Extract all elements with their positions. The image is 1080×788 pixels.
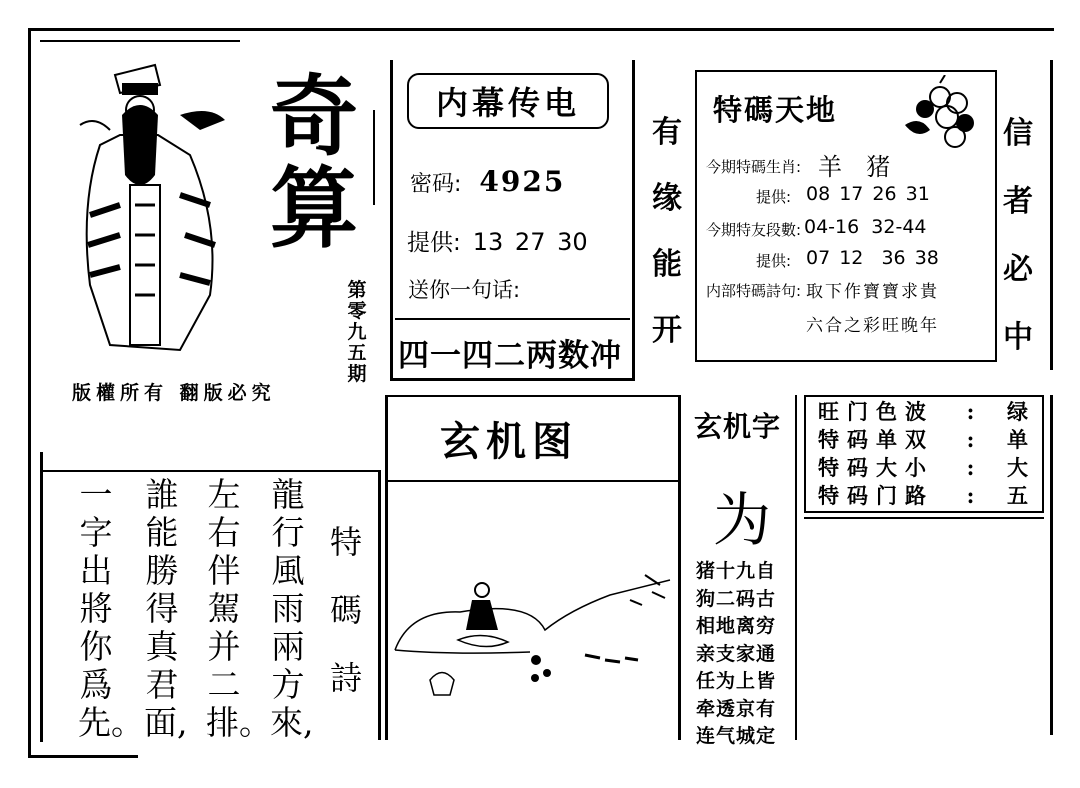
poem-column-2: 左右伴駕并二排。 <box>206 475 272 742</box>
summary-label: 旺门色波 <box>818 399 934 424</box>
mystery-word-right-border <box>795 395 797 740</box>
password-value: 4925 <box>479 165 566 198</box>
summary-value: 大 <box>1006 455 1028 480</box>
mystery-word-row: 牵透京有 <box>696 697 777 720</box>
poem-column-4: 一字出將你爲先。 <box>78 475 144 742</box>
mystery-word-row: 连气城定 <box>696 725 777 747</box>
special-world-title: 特碼天地 <box>713 93 838 127</box>
news-title-box <box>407 73 609 129</box>
summary-row-route <box>818 482 1028 510</box>
mystery-word-grid <box>696 558 791 751</box>
slogan-left: 有缘能开 <box>652 115 682 348</box>
mystery-word-row: 任为上皆 <box>696 670 777 692</box>
grape-fruit-icon <box>895 75 985 155</box>
summary-colon: : <box>966 427 975 452</box>
zodiac-provide-label: 提供: <box>756 188 792 206</box>
picture-title-divider <box>385 480 680 482</box>
segment-provide-values: 07 12 36 38 <box>806 247 939 269</box>
summary-colon: : <box>966 455 975 480</box>
poem-label: 内部特碼詩句: <box>706 282 802 300</box>
title-side-line <box>373 110 375 205</box>
frame-left <box>28 28 31 758</box>
title-vertical <box>270 64 359 260</box>
mystery-word-row: 相地离穷 <box>696 615 777 637</box>
poem-top-border <box>40 470 380 472</box>
frame-bottom-left <box>28 755 138 758</box>
password-label: 密码: <box>410 172 462 197</box>
saying-divider <box>395 318 630 320</box>
mystery-picture-illustration <box>390 560 675 710</box>
password-row <box>410 165 565 198</box>
summary-row-size <box>818 454 1028 482</box>
news-title: 内幕传电 <box>435 84 580 122</box>
deity-figure-illustration <box>60 55 235 365</box>
frame-right-upper <box>1050 60 1053 370</box>
segment-provide-label: 提供: <box>756 252 792 270</box>
summary-colon: : <box>966 399 975 424</box>
picture-top-border <box>385 395 680 397</box>
picture-left-border <box>385 395 388 740</box>
segment-value: 04-16 32-44 <box>804 216 927 238</box>
poem-line-1: 取下作寶寶求貴 <box>806 282 939 302</box>
mystery-picture-title: 玄机图 <box>440 418 578 465</box>
poem-column-1: 龍行風雨兩方來, <box>270 475 314 742</box>
news-right-border <box>632 60 635 380</box>
mystery-word-row: 猪十九自 <box>696 560 777 582</box>
mystery-word-title: 玄机字 <box>694 410 782 443</box>
slogan-right: 信者必中 <box>1003 116 1033 355</box>
news-left-border <box>390 60 393 380</box>
poem-column-3: 誰能勝得真君面, <box>144 475 188 742</box>
mystery-word-char: 为 <box>713 486 772 554</box>
special-poem-title: 特碼詩 <box>329 523 362 697</box>
segment-label: 今期特友段數: <box>706 221 802 239</box>
copyright-notice: 版權所有 翻版必究 <box>72 382 276 404</box>
saying-label: 送你一句话: <box>408 278 521 302</box>
mystery-word-row: 亲支家通 <box>696 642 777 665</box>
poem-right-border <box>378 470 381 740</box>
zodiac-provide-values: 08 17 26 31 <box>806 183 930 205</box>
title-char-2: 算 <box>270 156 359 260</box>
saying-value: 四一四二两数冲 <box>398 338 622 374</box>
picture-right-border <box>678 395 681 740</box>
summary-list <box>818 398 1028 510</box>
provide-label: 提供: <box>407 230 461 256</box>
summary-row-odd-even <box>818 426 1028 454</box>
summary-value: 绿 <box>1006 399 1028 424</box>
summary-value: 五 <box>1006 483 1028 508</box>
provide-values: 13 27 30 <box>472 228 588 256</box>
frame-top <box>28 28 1054 31</box>
issue-number: 第零九五期 <box>347 279 367 385</box>
zodiac-label: 今期特碼生肖: <box>706 158 802 176</box>
poem-left-border <box>40 452 43 742</box>
summary-label: 特码门路 <box>818 483 934 508</box>
summary-label: 特码单双 <box>818 427 934 452</box>
summary-value: 单 <box>1006 427 1028 452</box>
summary-colon: : <box>966 483 975 508</box>
mystery-word-row: 狗二码古 <box>696 587 777 610</box>
frame-right-lower <box>1050 395 1053 735</box>
summary-label: 特码大小 <box>818 455 934 480</box>
summary-row-color <box>818 398 1028 426</box>
poem-line-2: 六合之彩旺晚年 <box>806 316 939 336</box>
provide-row <box>407 224 588 257</box>
summary-underline <box>804 517 1044 519</box>
title-char-1: 奇 <box>270 64 359 168</box>
zodiac-value: 羊 猪 <box>818 153 894 181</box>
inner-top-line <box>40 40 240 42</box>
news-bottom-border <box>390 378 635 381</box>
